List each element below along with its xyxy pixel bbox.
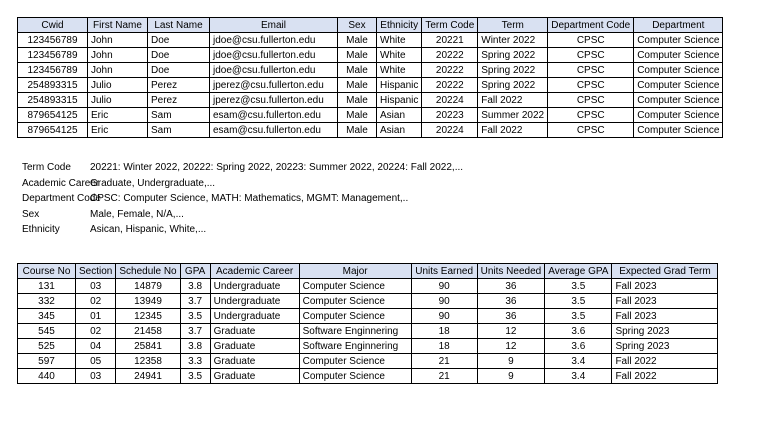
table-cell: Computer Science: [299, 279, 411, 294]
table-cell: Graduate: [210, 369, 299, 384]
table-cell: Computer Science: [299, 354, 411, 369]
course-table-row: [18, 354, 718, 369]
header-department-code: Department Code: [548, 18, 634, 33]
table-cell: Fall 2023: [612, 279, 718, 294]
table-cell: Fall 2023: [612, 309, 718, 324]
student-table-body: [18, 33, 723, 138]
table-cell: 21: [411, 354, 477, 369]
header-average-gpa: Average GPA: [545, 264, 612, 279]
table-cell: 36: [477, 294, 545, 309]
table-cell: 3.8: [180, 279, 210, 294]
table-cell: Doe: [148, 33, 210, 48]
student-table-row: [18, 48, 723, 63]
table-cell: jperez@csu.fullerton.edu: [210, 93, 338, 108]
table-cell: 332: [18, 294, 76, 309]
table-cell: 3.4: [545, 354, 612, 369]
table-cell: 545: [18, 324, 76, 339]
table-cell: Sam: [148, 108, 210, 123]
table-cell: 04: [76, 339, 116, 354]
table-cell: 123456789: [18, 48, 88, 63]
table-cell: 3.5: [545, 294, 612, 309]
header-academic-career: Academic Career: [210, 264, 299, 279]
course-table-header-row: [18, 264, 718, 279]
table-cell: White: [377, 33, 422, 48]
legend-value: 20221: Winter 2022, 20222: Spring 2022, 20223: Summer 2022, 20224: Fall 2022,...: [90, 162, 464, 173]
table-cell: CPSC: [548, 63, 634, 78]
table-cell: 879654125: [18, 108, 88, 123]
table-cell: 20223: [422, 108, 478, 123]
table-cell: jdoe@csu.fullerton.edu: [210, 33, 338, 48]
table-cell: 03: [76, 369, 116, 384]
table-cell: 02: [76, 324, 116, 339]
table-cell: CPSC: [548, 78, 634, 93]
table-cell: 3.5: [180, 309, 210, 324]
legend-key: Sex: [22, 208, 40, 220]
table-cell: 03: [76, 279, 116, 294]
table-cell: esam@csu.fullerton.edu: [210, 108, 338, 123]
course-table-row: [18, 339, 718, 354]
table-cell: Male: [338, 48, 377, 63]
table-cell: Computer Science: [634, 63, 723, 78]
table-cell: 525: [18, 339, 76, 354]
table-cell: Male: [338, 123, 377, 138]
table-cell: Fall 2022: [612, 369, 718, 384]
table-cell: 879654125: [18, 123, 88, 138]
student-table-row: [18, 78, 723, 93]
table-cell: Computer Science: [634, 78, 723, 93]
table-cell: CPSC: [548, 123, 634, 138]
table-cell: 345: [18, 309, 76, 324]
table-cell: 14879: [116, 279, 180, 294]
table-cell: 9: [477, 369, 545, 384]
table-cell: 20222: [422, 63, 478, 78]
student-table-header-row: [18, 18, 723, 33]
table-cell: 36: [477, 309, 545, 324]
table-cell: Fall 2022: [612, 354, 718, 369]
table-cell: Computer Science: [299, 369, 411, 384]
student-table: [17, 17, 723, 138]
table-cell: 3.7: [180, 324, 210, 339]
legend-value: Male, Female, N/A,...: [90, 208, 184, 220]
table-cell: Spring 2022: [478, 48, 548, 63]
table-cell: Asian: [377, 108, 422, 123]
table-cell: 90: [411, 294, 477, 309]
table-cell: Computer Science: [634, 108, 723, 123]
table-cell: Male: [338, 93, 377, 108]
table-cell: jdoe@csu.fullerton.edu: [210, 63, 338, 78]
table-cell: Male: [338, 33, 377, 48]
table-cell: John: [88, 63, 148, 78]
table-cell: 3.8: [180, 339, 210, 354]
header-course-no: Course No: [18, 264, 76, 279]
table-cell: CPSC: [548, 108, 634, 123]
table-cell: 254893315: [18, 93, 88, 108]
table-cell: Computer Science: [299, 309, 411, 324]
table-cell: 131: [18, 279, 76, 294]
header-expected-grad-term: Expected Grad Term: [612, 264, 718, 279]
table-cell: 02: [76, 294, 116, 309]
table-cell: White: [377, 63, 422, 78]
table-cell: 3.6: [545, 339, 612, 354]
table-cell: Winter 2022: [478, 33, 548, 48]
table-cell: Computer Science: [634, 33, 723, 48]
table-cell: Computer Science: [634, 123, 723, 138]
table-cell: Spring 2023: [612, 339, 718, 354]
table-cell: Male: [338, 108, 377, 123]
legend-value: Graduate, Undergraduate,...: [90, 177, 216, 189]
table-cell: 3.3: [180, 354, 210, 369]
table-cell: jdoe@csu.fullerton.edu: [210, 48, 338, 63]
table-cell: Male: [338, 63, 377, 78]
course-table-row: [18, 324, 718, 339]
header-schedule-no: Schedule No: [116, 264, 180, 279]
header-email: Email: [210, 18, 338, 33]
table-cell: Graduate: [210, 354, 299, 369]
header-ethnicity: Ethnicity: [377, 18, 422, 33]
header-units-earned: Units Earned: [411, 264, 477, 279]
table-cell: 20222: [422, 78, 478, 93]
table-cell: Fall 2023: [612, 294, 718, 309]
table-cell: Male: [338, 78, 377, 93]
header-term-code: Term Code: [422, 18, 478, 33]
table-cell: Summer 2022: [478, 108, 548, 123]
table-cell: Perez: [148, 93, 210, 108]
table-cell: Julio: [88, 78, 148, 93]
table-cell: John: [88, 33, 148, 48]
table-cell: 05: [76, 354, 116, 369]
table-cell: jperez@csu.fullerton.edu: [210, 78, 338, 93]
table-cell: Fall 2022: [478, 123, 548, 138]
table-cell: 90: [411, 309, 477, 324]
table-cell: 254893315: [18, 78, 88, 93]
table-cell: Graduate: [210, 324, 299, 339]
table-cell: 12345: [116, 309, 180, 324]
header-term: Term: [478, 18, 548, 33]
table-cell: Sam: [148, 123, 210, 138]
table-cell: 20221: [422, 33, 478, 48]
table-cell: Computer Science: [299, 294, 411, 309]
table-cell: 123456789: [18, 33, 88, 48]
header-section: Section: [76, 264, 116, 279]
table-cell: 3.7: [180, 294, 210, 309]
course-table-row: [18, 369, 718, 384]
legend-value: CPSC: Computer Science, MATH: Mathematics, MGMT: Management,..: [90, 193, 409, 204]
course-table-row: [18, 279, 718, 294]
table-cell: 3.6: [545, 324, 612, 339]
table-cell: Computer Science: [634, 48, 723, 63]
table-cell: CPSC: [548, 48, 634, 63]
table-cell: 9: [477, 354, 545, 369]
table-cell: CPSC: [548, 33, 634, 48]
table-cell: 13949: [116, 294, 180, 309]
table-cell: White: [377, 48, 422, 63]
table-cell: Asian: [377, 123, 422, 138]
student-table-row: [18, 93, 723, 108]
legend-key: Department Code: [22, 193, 101, 204]
table-cell: Undergraduate: [210, 279, 299, 294]
table-cell: esam@csu.fullerton.edu: [210, 123, 338, 138]
header-gpa: GPA: [180, 264, 210, 279]
table-cell: Software Enginnering: [299, 324, 411, 339]
table-cell: Eric: [88, 108, 148, 123]
course-table-row: [18, 309, 718, 324]
header-first-name: First Name: [88, 18, 148, 33]
table-cell: Computer Science: [634, 93, 723, 108]
table-cell: 24941: [116, 369, 180, 384]
table-cell: 18: [411, 324, 477, 339]
table-cell: Spring 2023: [612, 324, 718, 339]
header-cwid: Cwid: [18, 18, 88, 33]
table-cell: Hispanic: [377, 93, 422, 108]
student-table-row: [18, 123, 723, 138]
table-cell: 3.4: [545, 369, 612, 384]
student-table-row: [18, 63, 723, 78]
legend-value: Asican, Hispanic, White,...: [90, 224, 207, 235]
table-cell: 3.5: [545, 309, 612, 324]
table-cell: Spring 2022: [478, 63, 548, 78]
table-cell: Eric: [88, 123, 148, 138]
header-units-needed: Units Needed: [477, 264, 545, 279]
table-cell: Hispanic: [377, 78, 422, 93]
table-cell: 21: [411, 369, 477, 384]
table-cell: 18: [411, 339, 477, 354]
table-cell: Perez: [148, 78, 210, 93]
table-cell: Graduate: [210, 339, 299, 354]
header-last-name: Last Name: [148, 18, 210, 33]
course-table-row: [18, 294, 718, 309]
student-table-row: [18, 108, 723, 123]
header-sex: Sex: [338, 18, 377, 33]
table-cell: 12358: [116, 354, 180, 369]
table-cell: Julio: [88, 93, 148, 108]
table-cell: 3.5: [180, 369, 210, 384]
student-table-row: [18, 33, 723, 48]
table-cell: 21458: [116, 324, 180, 339]
legend-key: Academic Career: [22, 177, 100, 189]
header-major: Major: [299, 264, 411, 279]
table-cell: 20224: [422, 123, 478, 138]
legend-key: Ethnicity: [22, 224, 60, 235]
table-cell: 20224: [422, 93, 478, 108]
table-cell: Spring 2022: [478, 78, 548, 93]
table-cell: 597: [18, 354, 76, 369]
table-cell: CPSC: [548, 93, 634, 108]
table-cell: 12: [477, 324, 545, 339]
table-cell: 20222: [422, 48, 478, 63]
table-cell: 25841: [116, 339, 180, 354]
table-cell: 01: [76, 309, 116, 324]
table-cell: 90: [411, 279, 477, 294]
table-cell: Doe: [148, 63, 210, 78]
table-cell: 3.5: [545, 279, 612, 294]
table-cell: 36: [477, 279, 545, 294]
legend-key: Term Code: [22, 162, 71, 173]
course-table: [17, 263, 718, 384]
table-cell: Undergraduate: [210, 294, 299, 309]
table-cell: 12: [477, 339, 545, 354]
header-department: Department: [634, 18, 723, 33]
table-cell: Software Enginnering: [299, 339, 411, 354]
course-table-body: [18, 279, 718, 384]
table-cell: Fall 2022: [478, 93, 548, 108]
table-cell: 123456789: [18, 63, 88, 78]
table-cell: Undergraduate: [210, 309, 299, 324]
table-cell: John: [88, 48, 148, 63]
table-cell: 440: [18, 369, 76, 384]
table-cell: Doe: [148, 48, 210, 63]
